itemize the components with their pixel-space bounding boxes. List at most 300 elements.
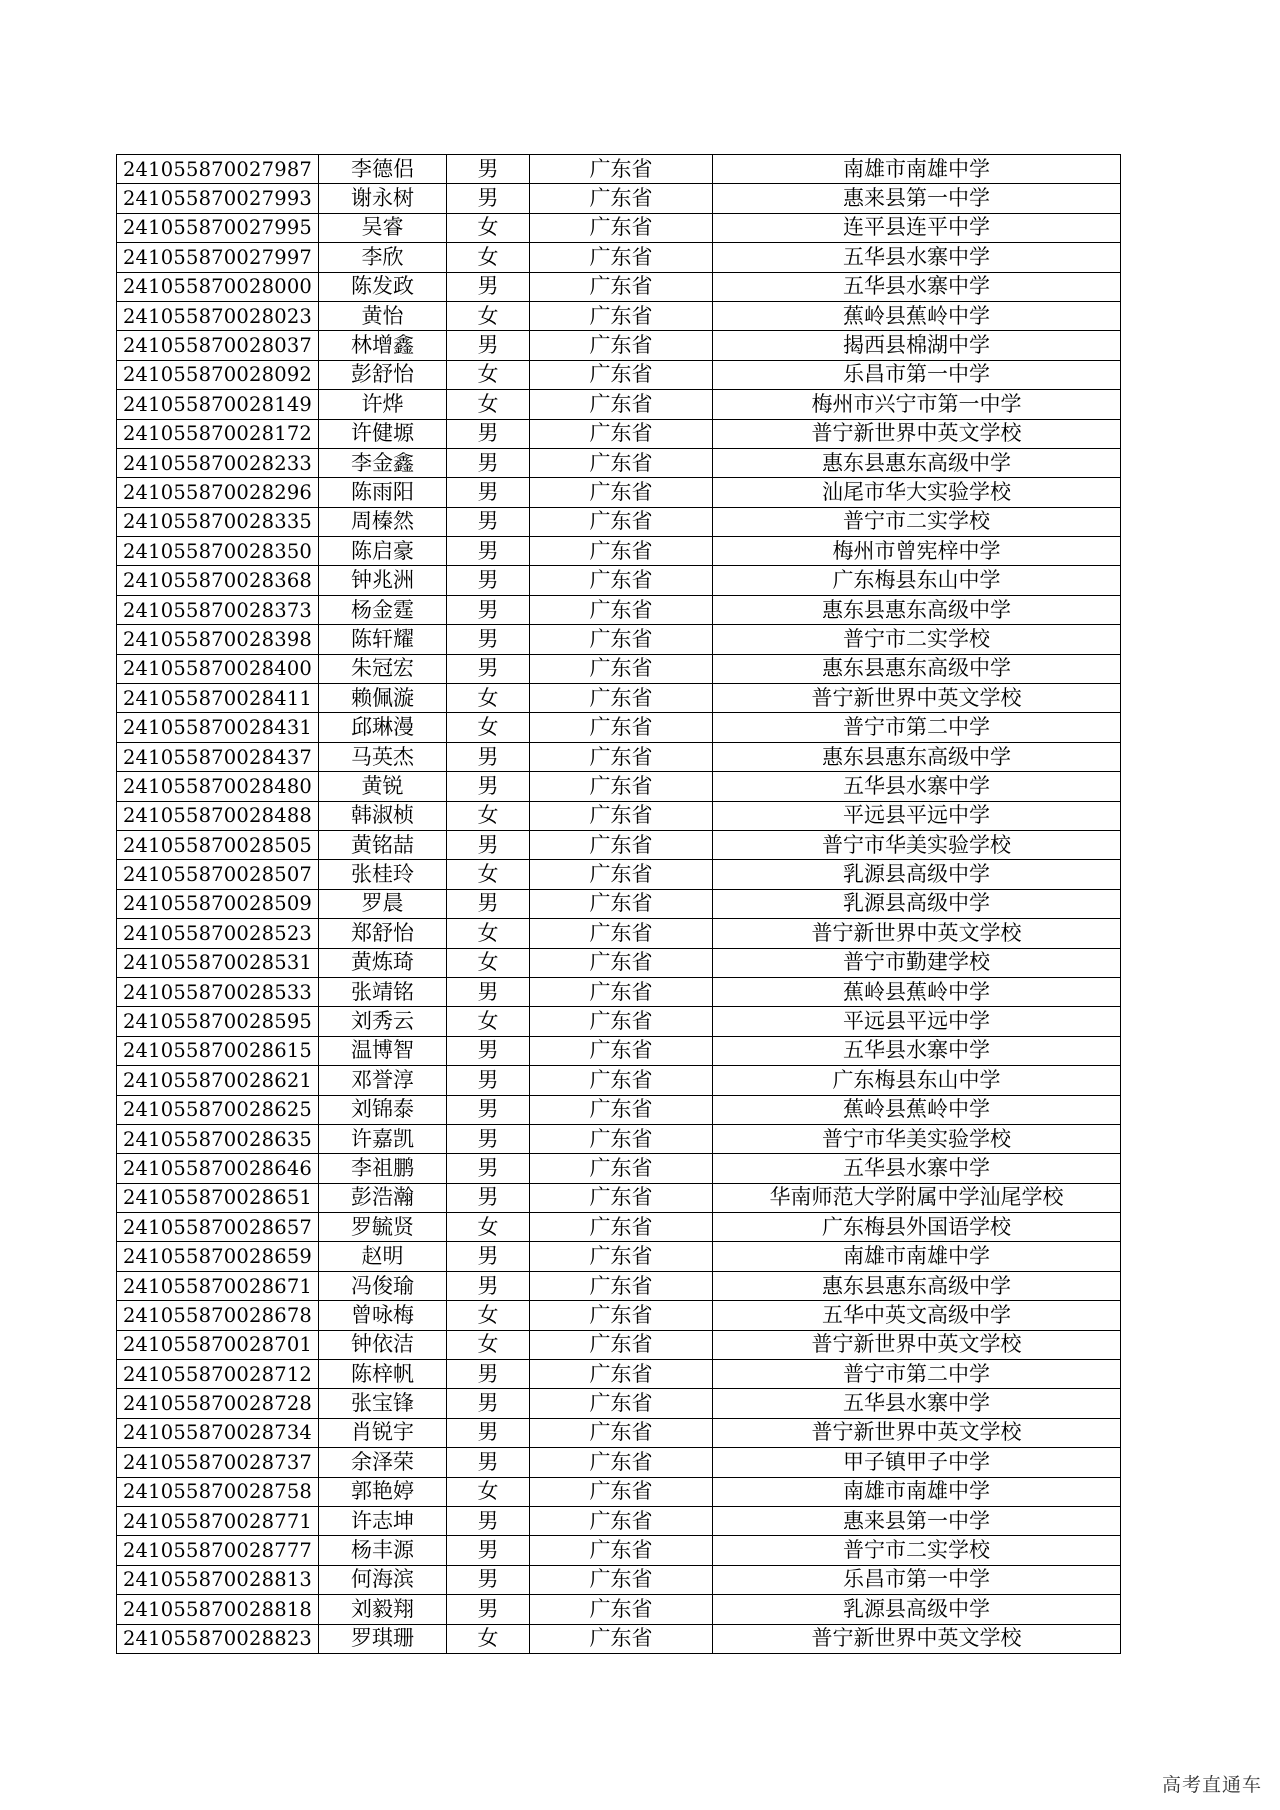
gender-cell: 女 (447, 860, 530, 889)
student-name-cell: 温博智 (319, 1036, 447, 1065)
school-name-cell: 甲子镇甲子中学 (713, 1448, 1121, 1477)
table-row (117, 1477, 1121, 1506)
student-name-cell: 冯俊瑜 (319, 1271, 447, 1300)
school-name-cell: 惠来县第一中学 (713, 184, 1121, 213)
school-name-cell: 惠东县惠东高级中学 (713, 448, 1121, 477)
school-name-cell: 普宁市勤建学校 (713, 948, 1121, 977)
table-row (117, 331, 1121, 360)
table-row (117, 301, 1121, 330)
student-name-cell: 刘锦泰 (319, 1095, 447, 1124)
gender-cell: 男 (447, 595, 530, 624)
gender-cell: 女 (447, 390, 530, 419)
student-name-cell: 黄炼琦 (319, 948, 447, 977)
table-row (117, 1360, 1121, 1389)
gender-cell: 女 (447, 1330, 530, 1359)
student-name-cell: 钟兆洲 (319, 566, 447, 595)
table-row (117, 742, 1121, 771)
school-name-cell: 五华县水寨中学 (713, 272, 1121, 301)
gender-cell: 男 (447, 419, 530, 448)
table-row (117, 155, 1121, 184)
gender-cell: 男 (447, 1242, 530, 1271)
student-name-cell: 张靖铭 (319, 977, 447, 1006)
province-cell: 广东省 (530, 625, 713, 654)
school-name-cell: 乐昌市第一中学 (713, 1565, 1121, 1594)
candidate-id-cell: 241055870028431 (117, 713, 319, 742)
student-name-cell: 邓誉淳 (319, 1066, 447, 1095)
student-name-cell: 陈发政 (319, 272, 447, 301)
school-name-cell: 五华县水寨中学 (713, 1389, 1121, 1418)
school-name-cell: 惠来县第一中学 (713, 1506, 1121, 1535)
student-name-cell: 陈梓帆 (319, 1360, 447, 1389)
candidate-id-cell: 241055870028400 (117, 654, 319, 683)
candidate-id-cell: 241055870028350 (117, 537, 319, 566)
school-name-cell: 连平县连平中学 (713, 213, 1121, 242)
table-row (117, 1213, 1121, 1242)
table-row (117, 1271, 1121, 1300)
province-cell: 广东省 (530, 184, 713, 213)
student-name-cell: 肖锐宇 (319, 1418, 447, 1447)
candidate-id-cell: 241055870028737 (117, 1448, 319, 1477)
gender-cell: 男 (447, 448, 530, 477)
table-row (117, 507, 1121, 536)
gender-cell: 男 (447, 1448, 530, 1477)
gender-cell: 女 (447, 301, 530, 330)
province-cell: 广东省 (530, 1154, 713, 1183)
province-cell: 广东省 (530, 1242, 713, 1271)
gender-cell: 女 (447, 1301, 530, 1330)
gender-cell: 女 (447, 1213, 530, 1242)
school-name-cell: 惠东县惠东高级中学 (713, 742, 1121, 771)
candidate-id-cell: 241055870028771 (117, 1506, 319, 1535)
gender-cell: 男 (447, 566, 530, 595)
student-name-cell: 朱冠宏 (319, 654, 447, 683)
school-name-cell: 普宁市二实学校 (713, 1536, 1121, 1565)
table-row (117, 1301, 1121, 1330)
gender-cell: 男 (447, 625, 530, 654)
student-name-cell: 张宝锋 (319, 1389, 447, 1418)
table-row (117, 566, 1121, 595)
school-name-cell: 南雄市南雄中学 (713, 1477, 1121, 1506)
gender-cell: 男 (447, 1154, 530, 1183)
school-name-cell: 蕉岭县蕉岭中学 (713, 1095, 1121, 1124)
gender-cell: 女 (447, 948, 530, 977)
candidate-id-cell: 241055870028531 (117, 948, 319, 977)
gender-cell: 男 (447, 1595, 530, 1624)
student-name-cell: 陈启豪 (319, 537, 447, 566)
school-name-cell: 普宁市第二中学 (713, 713, 1121, 742)
gender-cell: 男 (447, 184, 530, 213)
student-name-cell: 许志坤 (319, 1506, 447, 1535)
province-cell: 广东省 (530, 331, 713, 360)
gender-cell: 女 (447, 1624, 530, 1653)
province-cell: 广东省 (530, 1418, 713, 1447)
candidate-id-cell: 241055870028233 (117, 448, 319, 477)
gender-cell: 女 (447, 360, 530, 389)
table-row (117, 889, 1121, 918)
gender-cell: 男 (447, 654, 530, 683)
school-name-cell: 五华县水寨中学 (713, 772, 1121, 801)
school-name-cell: 五华县水寨中学 (713, 1036, 1121, 1065)
candidate-id-cell: 241055870028818 (117, 1595, 319, 1624)
gender-cell: 男 (447, 1536, 530, 1565)
candidate-id-cell: 241055870028398 (117, 625, 319, 654)
table-row (117, 1007, 1121, 1036)
student-name-cell: 许嘉凯 (319, 1124, 447, 1153)
candidate-id-cell: 241055870028023 (117, 301, 319, 330)
table-row (117, 272, 1121, 301)
candidate-id-cell: 241055870028621 (117, 1066, 319, 1095)
province-cell: 广东省 (530, 272, 713, 301)
school-name-cell: 普宁新世界中英文学校 (713, 419, 1121, 448)
province-cell: 广东省 (530, 1360, 713, 1389)
gender-cell: 男 (447, 1389, 530, 1418)
school-name-cell: 五华县水寨中学 (713, 243, 1121, 272)
gender-cell: 男 (447, 1418, 530, 1447)
school-name-cell: 乳源县高级中学 (713, 1595, 1121, 1624)
school-name-cell: 蕉岭县蕉岭中学 (713, 301, 1121, 330)
student-name-cell: 余泽荣 (319, 1448, 447, 1477)
gender-cell: 男 (447, 977, 530, 1006)
province-cell: 广东省 (530, 301, 713, 330)
student-name-cell: 黄怡 (319, 301, 447, 330)
candidate-id-cell: 241055870028728 (117, 1389, 319, 1418)
candidate-id-cell: 241055870028758 (117, 1477, 319, 1506)
gender-cell: 男 (447, 1271, 530, 1300)
candidate-id-cell: 241055870028507 (117, 860, 319, 889)
province-cell: 广东省 (530, 1330, 713, 1359)
candidate-id-cell: 241055870028615 (117, 1036, 319, 1065)
school-name-cell: 揭西县棉湖中学 (713, 331, 1121, 360)
student-name-cell: 曾咏梅 (319, 1301, 447, 1330)
school-name-cell: 普宁新世界中英文学校 (713, 1330, 1121, 1359)
province-cell: 广东省 (530, 919, 713, 948)
province-cell: 广东省 (530, 243, 713, 272)
province-cell: 广东省 (530, 1506, 713, 1535)
table-row (117, 478, 1121, 507)
gender-cell: 男 (447, 1183, 530, 1212)
school-name-cell: 普宁新世界中英文学校 (713, 1624, 1121, 1653)
school-name-cell: 梅州市曾宪梓中学 (713, 537, 1121, 566)
table-row (117, 977, 1121, 1006)
table-row (117, 948, 1121, 977)
province-cell: 广东省 (530, 654, 713, 683)
province-cell: 广东省 (530, 595, 713, 624)
student-name-cell: 吴睿 (319, 213, 447, 242)
school-name-cell: 惠东县惠东高级中学 (713, 1271, 1121, 1300)
school-name-cell: 普宁新世界中英文学校 (713, 1418, 1121, 1447)
candidate-id-cell: 241055870028368 (117, 566, 319, 595)
table-row (117, 860, 1121, 889)
student-name-cell: 黄锐 (319, 772, 447, 801)
province-cell: 广东省 (530, 1183, 713, 1212)
gender-cell: 男 (447, 1036, 530, 1065)
student-name-cell: 林增鑫 (319, 331, 447, 360)
school-name-cell: 汕尾市华大实验学校 (713, 478, 1121, 507)
school-name-cell: 普宁市二实学校 (713, 507, 1121, 536)
gender-cell: 女 (447, 1477, 530, 1506)
candidate-id-cell: 241055870027987 (117, 155, 319, 184)
school-name-cell: 惠东县惠东高级中学 (713, 595, 1121, 624)
candidate-id-cell: 241055870028509 (117, 889, 319, 918)
table-row (117, 1036, 1121, 1065)
student-name-cell: 何海滨 (319, 1565, 447, 1594)
candidate-id-cell: 241055870027993 (117, 184, 319, 213)
province-cell: 广东省 (530, 742, 713, 771)
school-name-cell: 乳源县高级中学 (713, 860, 1121, 889)
candidate-id-cell: 241055870028646 (117, 1154, 319, 1183)
province-cell: 广东省 (530, 390, 713, 419)
candidate-id-cell: 241055870028823 (117, 1624, 319, 1653)
gender-cell: 男 (447, 830, 530, 859)
student-name-cell: 黄铭喆 (319, 830, 447, 859)
school-name-cell: 普宁市二实学校 (713, 625, 1121, 654)
province-cell: 广东省 (530, 1271, 713, 1300)
gender-cell: 女 (447, 801, 530, 830)
student-name-cell: 杨丰源 (319, 1536, 447, 1565)
province-cell: 广东省 (530, 1124, 713, 1153)
student-name-cell: 许健塬 (319, 419, 447, 448)
table-row (117, 360, 1121, 389)
candidate-id-cell: 241055870028172 (117, 419, 319, 448)
candidate-id-cell: 241055870027995 (117, 213, 319, 242)
school-name-cell: 广东梅县东山中学 (713, 566, 1121, 595)
school-name-cell: 五华县水寨中学 (713, 1154, 1121, 1183)
gender-cell: 男 (447, 507, 530, 536)
province-cell: 广东省 (530, 566, 713, 595)
student-name-cell: 李祖鹏 (319, 1154, 447, 1183)
gender-cell: 男 (447, 1506, 530, 1535)
province-cell: 广东省 (530, 830, 713, 859)
school-name-cell: 普宁市第二中学 (713, 1360, 1121, 1389)
table-row (117, 1242, 1121, 1271)
candidate-id-cell: 241055870028813 (117, 1565, 319, 1594)
province-cell: 广东省 (530, 1213, 713, 1242)
student-name-cell: 李欣 (319, 243, 447, 272)
table-row (117, 1565, 1121, 1594)
province-cell: 广东省 (530, 537, 713, 566)
candidate-id-cell: 241055870028523 (117, 919, 319, 948)
candidate-id-cell: 241055870028657 (117, 1213, 319, 1242)
candidate-id-cell: 241055870028659 (117, 1242, 319, 1271)
province-cell: 广东省 (530, 1066, 713, 1095)
table-row (117, 830, 1121, 859)
table-row (117, 1624, 1121, 1653)
province-cell: 广东省 (530, 1477, 713, 1506)
province-cell: 广东省 (530, 948, 713, 977)
province-cell: 广东省 (530, 360, 713, 389)
gender-cell: 男 (447, 1066, 530, 1095)
school-name-cell: 广东梅县东山中学 (713, 1066, 1121, 1095)
table-row (117, 1154, 1121, 1183)
table-row (117, 243, 1121, 272)
table-row (117, 772, 1121, 801)
table-row (117, 184, 1121, 213)
student-name-cell: 陈轩耀 (319, 625, 447, 654)
school-name-cell: 普宁新世界中英文学校 (713, 684, 1121, 713)
province-cell: 广东省 (530, 1565, 713, 1594)
candidate-id-cell: 241055870028411 (117, 684, 319, 713)
gender-cell: 女 (447, 919, 530, 948)
school-name-cell: 乐昌市第一中学 (713, 360, 1121, 389)
candidate-id-cell: 241055870028480 (117, 772, 319, 801)
school-name-cell: 五华中英文高级中学 (713, 1301, 1121, 1330)
candidate-id-cell: 241055870028437 (117, 742, 319, 771)
student-name-cell: 赖佩漩 (319, 684, 447, 713)
gender-cell: 男 (447, 331, 530, 360)
table-row (117, 213, 1121, 242)
province-cell: 广东省 (530, 155, 713, 184)
province-cell: 广东省 (530, 1095, 713, 1124)
table-row (117, 684, 1121, 713)
gender-cell: 男 (447, 1360, 530, 1389)
school-name-cell: 普宁新世界中英文学校 (713, 919, 1121, 948)
candidate-id-cell: 241055870028505 (117, 830, 319, 859)
table-row (117, 1330, 1121, 1359)
school-name-cell: 南雄市南雄中学 (713, 155, 1121, 184)
province-cell: 广东省 (530, 507, 713, 536)
province-cell: 广东省 (530, 1595, 713, 1624)
province-cell: 广东省 (530, 889, 713, 918)
table-row (117, 713, 1121, 742)
table-row (117, 919, 1121, 948)
candidate-id-cell: 241055870028092 (117, 360, 319, 389)
table-row (117, 1595, 1121, 1624)
candidate-id-cell: 241055870028149 (117, 390, 319, 419)
student-name-cell: 陈雨阳 (319, 478, 447, 507)
province-cell: 广东省 (530, 977, 713, 1006)
student-name-cell: 郭艳婷 (319, 1477, 447, 1506)
table-row (117, 1124, 1121, 1153)
admission-list-body (117, 155, 1121, 1654)
candidate-id-cell: 241055870028373 (117, 595, 319, 624)
school-name-cell: 蕉岭县蕉岭中学 (713, 977, 1121, 1006)
table-row (117, 419, 1121, 448)
candidate-id-cell: 241055870028678 (117, 1301, 319, 1330)
province-cell: 广东省 (530, 684, 713, 713)
gender-cell: 女 (447, 213, 530, 242)
school-name-cell: 普宁市华美实验学校 (713, 830, 1121, 859)
province-cell: 广东省 (530, 1007, 713, 1036)
gender-cell: 女 (447, 1007, 530, 1036)
candidate-id-cell: 241055870028335 (117, 507, 319, 536)
candidate-id-cell: 241055870028777 (117, 1536, 319, 1565)
candidate-id-cell: 241055870028488 (117, 801, 319, 830)
student-name-cell: 张桂玲 (319, 860, 447, 889)
table-row (117, 1066, 1121, 1095)
province-cell: 广东省 (530, 1624, 713, 1653)
gender-cell: 男 (447, 478, 530, 507)
school-name-cell: 南雄市南雄中学 (713, 1242, 1121, 1271)
table-row (117, 1418, 1121, 1447)
candidate-id-cell: 241055870028635 (117, 1124, 319, 1153)
gender-cell: 男 (447, 1565, 530, 1594)
gender-cell: 男 (447, 772, 530, 801)
province-cell: 广东省 (530, 1448, 713, 1477)
school-name-cell: 乳源县高级中学 (713, 889, 1121, 918)
candidate-id-cell: 241055870028296 (117, 478, 319, 507)
student-name-cell: 许烨 (319, 390, 447, 419)
table-row (117, 1448, 1121, 1477)
province-cell: 广东省 (530, 213, 713, 242)
gender-cell: 男 (447, 742, 530, 771)
school-name-cell: 梅州市兴宁市第一中学 (713, 390, 1121, 419)
school-name-cell: 惠东县惠东高级中学 (713, 654, 1121, 683)
province-cell: 广东省 (530, 1036, 713, 1065)
student-name-cell: 郑舒怡 (319, 919, 447, 948)
student-name-cell: 周榛然 (319, 507, 447, 536)
table-row (117, 801, 1121, 830)
candidate-id-cell: 241055870028533 (117, 977, 319, 1006)
candidate-id-cell: 241055870028651 (117, 1183, 319, 1212)
candidate-id-cell: 241055870027997 (117, 243, 319, 272)
candidate-id-cell: 241055870028625 (117, 1095, 319, 1124)
province-cell: 广东省 (530, 1301, 713, 1330)
student-name-cell: 罗琪珊 (319, 1624, 447, 1653)
student-name-cell: 邱琳漫 (319, 713, 447, 742)
candidate-id-cell: 241055870028037 (117, 331, 319, 360)
gender-cell: 男 (447, 889, 530, 918)
province-cell: 广东省 (530, 1536, 713, 1565)
table-row (117, 1506, 1121, 1535)
table-row (117, 1536, 1121, 1565)
candidate-id-cell: 241055870028671 (117, 1271, 319, 1300)
student-name-cell: 马英杰 (319, 742, 447, 771)
student-name-cell: 李金鑫 (319, 448, 447, 477)
table-row (117, 1183, 1121, 1212)
gender-cell: 男 (447, 1095, 530, 1124)
gender-cell: 男 (447, 537, 530, 566)
student-name-cell: 赵明 (319, 1242, 447, 1271)
student-name-cell: 刘毅翔 (319, 1595, 447, 1624)
student-name-cell: 谢永树 (319, 184, 447, 213)
table-row (117, 625, 1121, 654)
table-row (117, 537, 1121, 566)
student-name-cell: 罗毓贤 (319, 1213, 447, 1242)
gender-cell: 女 (447, 713, 530, 742)
candidate-id-cell: 241055870028734 (117, 1418, 319, 1447)
student-name-cell: 钟依洁 (319, 1330, 447, 1359)
table-row (117, 390, 1121, 419)
province-cell: 广东省 (530, 801, 713, 830)
student-name-cell: 韩淑桢 (319, 801, 447, 830)
province-cell: 广东省 (530, 478, 713, 507)
gender-cell: 男 (447, 155, 530, 184)
school-name-cell: 华南师范大学附属中学汕尾学校 (713, 1183, 1121, 1212)
student-name-cell: 彭浩瀚 (319, 1183, 447, 1212)
table-row (117, 654, 1121, 683)
school-name-cell: 普宁市华美实验学校 (713, 1124, 1121, 1153)
gender-cell: 女 (447, 243, 530, 272)
gender-cell: 男 (447, 272, 530, 301)
watermark-text: 高考直通车 (1161, 1774, 1262, 1796)
table-row (117, 595, 1121, 624)
province-cell: 广东省 (530, 860, 713, 889)
student-name-cell: 李德侣 (319, 155, 447, 184)
student-name-cell: 罗晨 (319, 889, 447, 918)
student-name-cell: 刘秀云 (319, 1007, 447, 1036)
gender-cell: 女 (447, 684, 530, 713)
table-row (117, 448, 1121, 477)
candidate-id-cell: 241055870028701 (117, 1330, 319, 1359)
table-row (117, 1095, 1121, 1124)
province-cell: 广东省 (530, 1389, 713, 1418)
candidate-id-cell: 241055870028000 (117, 272, 319, 301)
candidate-id-cell: 241055870028595 (117, 1007, 319, 1036)
province-cell: 广东省 (530, 772, 713, 801)
student-name-cell: 杨金霆 (319, 595, 447, 624)
school-name-cell: 平远县平远中学 (713, 1007, 1121, 1036)
table-row (117, 1389, 1121, 1418)
